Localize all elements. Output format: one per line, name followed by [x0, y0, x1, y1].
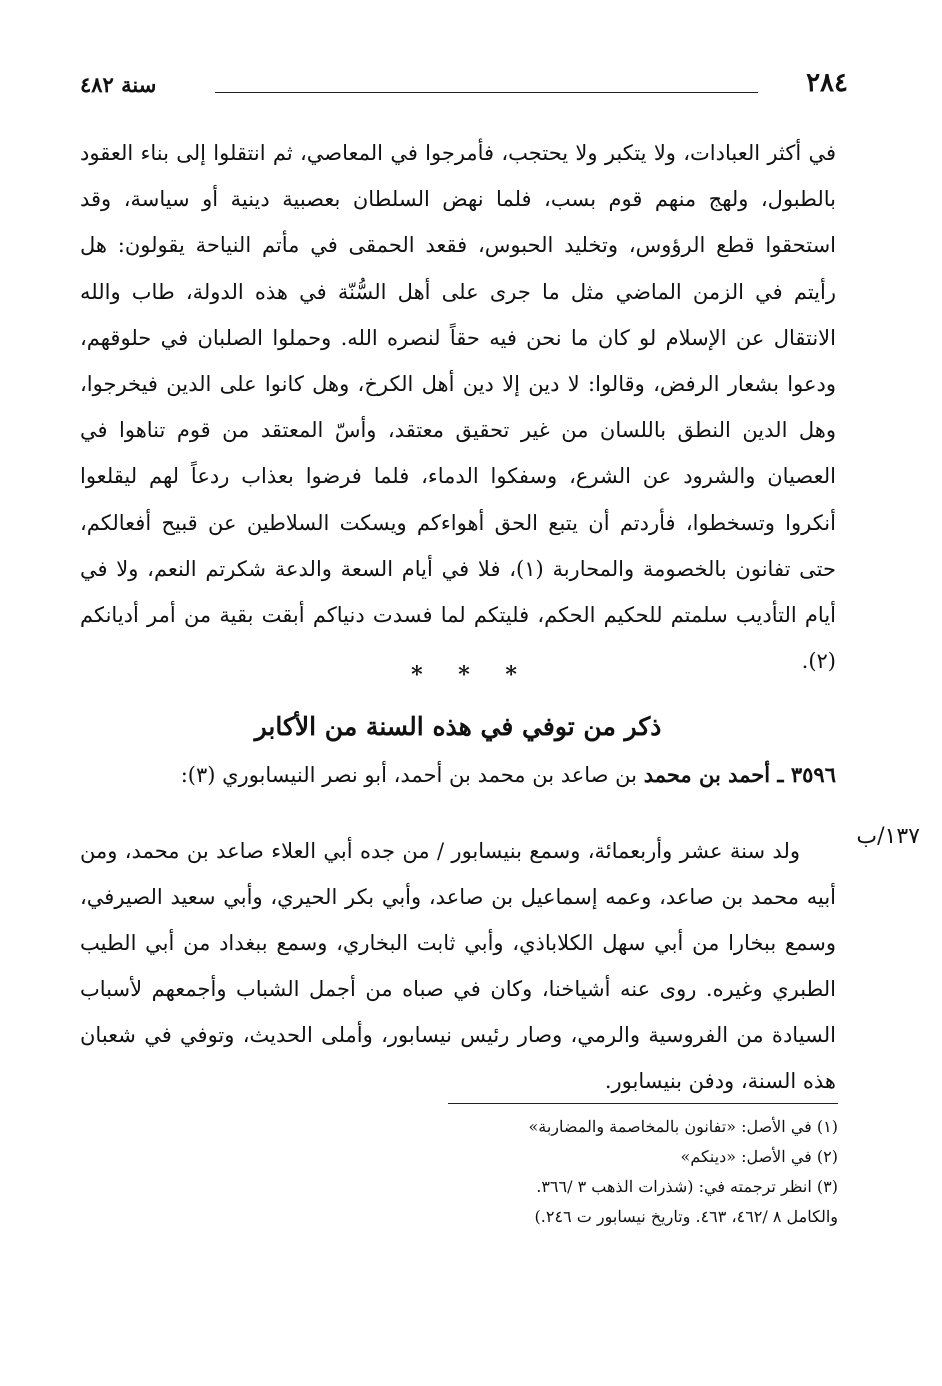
- entry-body-block: [80, 828, 836, 1104]
- footnote-1: (١) في الأصل: «تفانون بالمخاصمة والمضاربة»: [528, 1117, 838, 1136]
- main-paragraph: في أكثر العبادات، ولا يتكبر ولا يحتجب، فأمرجوا في المعاصي، ثم انتقلوا إلى بناء العقود بالطبول، ولهج منهم قوم بسب، فلما نهض السلطان بعصبية دينية أو سياسة، وقد استحقوا قطع الرؤوس، وتخليد الحبوس، فقعد الحمقى في مأتم النياحة يقولون: هل رأيتم في الزمن الماضي مثل ما جرى على أهل السُّنّة في هذه الدولة، طاب والله الانتقال عن الإسلام لو كان ما نحن فيه حقاً لنصره الله. وحملوا الصلبان في حلوقهم، ودعوا بشعار الرفض، وقالوا: لا دين إلا دين أهل الكرخ، وهل كانوا على الدين فيخرجوا، وهل الدين النطق باللسان من غير تحقيق معتقد، وأسّ المعتقد من قوم تناهوا في العصيان والشرود عن الشرع، وسفكوا الدماء، فلما فرضوا بعذاب ردعاً لهم ليقلعوا أنكروا وتسخطوا، فأردتم أن يتبع الحق أهواءكم ويسكت السلاطين عن قبيح أفعالكم، حتى تفانون بالخصومة والمحاربة (١)، فلا في أيام السعة والدعة شكرتم النعم، ولا في أيام التأديب سلمتم للحكيم الحكم، فليتكم لما فسدت دنياكم أبقت بقية من أمر أديانكم (٢).: [80, 141, 837, 674]
- running-head-year: سنة ٤٨٢: [80, 72, 157, 97]
- page-number: ٢٨٤: [806, 68, 848, 98]
- footnote-3: (٣) انظر ترجمته في: (شذرات الذهب ٣ /٣٦٦.: [536, 1177, 838, 1196]
- entry-number-name: ٣٥٩٦ ـ أحمد بن محمد: [643, 762, 836, 787]
- entry-body-text: ولد سنة عشر وأربعمائة، وسمع بنيسابور / من جده أبي العلاء صاعد بن محمد، ومن أبيه محمد بن صاعد، وعمه إسماعيل بن صاعد، وأبي بكر الحيري، وأبي سعيد الصيرفي، وسمع ببخارا من أبي سهل الكلاباذي، وأبي ثابت البخاري، وسمع ببغداد من أبي الطيب الطبري وغيره. روى عنه أشياخنا، وكان في صباه من أجمل الشباب وأجمعهم لأسباب السيادة من الفروسية والرمي، وصار رئيس نيسابور، وأملى الحديث، وتوفي في شعبان هذه السنة، ودفن بنيسابور.: [80, 839, 836, 1093]
- manuscript-folio-ref: ١٣٧/ب: [856, 824, 920, 849]
- footnote-3-continuation: والكامل ٨ /٤٦٢، ٤٦٣. وتاريخ نيسابور ت ٢٤٦.): [534, 1207, 838, 1226]
- footnote-2: (٢) في الأصل: «دينكم»: [680, 1147, 838, 1166]
- footnotes: [300, 1112, 838, 1232]
- header-rule: [215, 92, 758, 93]
- section-title: ذكر من توفي في هذه السنة من الأكابر: [254, 712, 662, 741]
- entry-heading: [80, 762, 836, 787]
- footnote-rule: [448, 1103, 838, 1104]
- section-separator: * * *: [411, 662, 531, 688]
- main-paragraph-block: [80, 130, 836, 684]
- entry-lineage: بن صاعد بن محمد بن أحمد، أبو نصر النيسابوري (٣):: [180, 763, 644, 787]
- page-header: [80, 68, 848, 102]
